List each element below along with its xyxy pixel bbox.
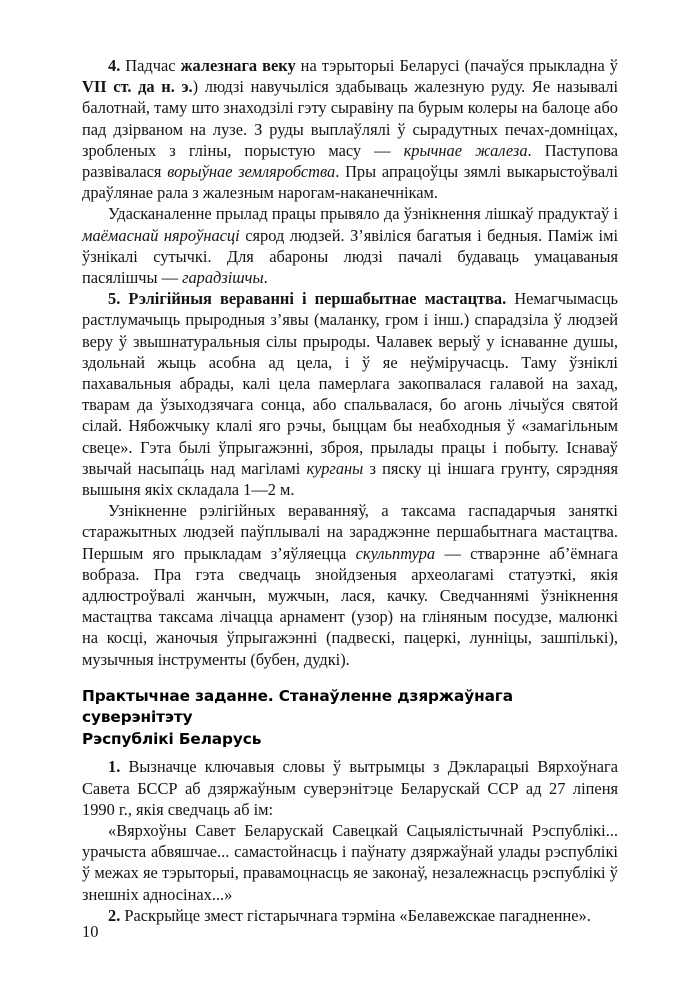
term-bloom-iron: крычнае жалеза [403,140,528,160]
paragraph-section-5: 5. Рэлігійныя вераванні і першабытнае мастацтва. Немагчымасць растлумачыць прыродныя з’явы (маланку, гром і інш.) спарадзіла ў людзей веру ў звышнатуральныя сілы прыроды. Чалавек верыў у існаванне душы, здольнай жыць асобна ад цела, і ў яе неўміручасць. Таму ўзніклі пахавальныя абрады, калі цела памерлага закопвалася галавой на захад, тварам да ўзыходзячага сонца, або спальвалася, бо агонь лічыўся святой сілай. Нябожчыку клалі яго рэчы, быццам бы неабходныя ў «замагільным свеце». Гэта былі ўпрыгажэнні, зброя, прылады працы і побыту. Існаваў звычай насыпа́ць над магіламі курганы з пяску ці іншага грунту, сярэдняя вышыня якіх складала 1—2 м. [82,289,619,500]
paragraph-tools: Удасканаленне прылад працы прывяло да ўзнікнення лішкаў прадуктаў і маёмаснай няроўнасці сярод людзей. З’явіліся багатыя і бедныя. Паміж імі ўзнікалі сутычкі. Для абароны людзі пачалі будаваць умацаваныя пасялішчы — гарадзішчы. [82,204,618,288]
term-vii-century: VII ст. да н. э. [82,77,193,97]
page-body [82,55,618,926]
task-number-1: 1. [108,757,121,777]
practical-task-heading-line-1: Практычнае заданне. Станаўленне дзяржаўнага суверэнітэту [82,686,513,727]
paragraph-art: Узнікненне рэлігійных вераванняў, а таксама гаспадарчыя заняткі старажытных людзей паўплывалі на зараджэнне першабытнага мастацтва. Першым яго прыкладам з’яўляецца скульптура — стварэнне аб’ёмнага вобраза. Пра гэта сведчаць знойдзеныя археолагамі статуэткі, якія адлюстроўвалі жанчын, мужчын, лася, качку. Сведчаннямі ўзнікнення мастацтва таксама лічацца арнамент (узор) на гліняным посудзе, малюнкі на косці, жаночыя ўпрыгажэнні (падвескі, пацеркі, лунніцы, зашпількі), музычныя інструменты (бубен, дудкі). [82,501,618,669]
term-plough-agriculture: ворыўнае земляробства [167,162,336,182]
term-iron-age: жалезнага веку [180,56,296,75]
task-1: 1. Вызначце ключавыя словы ў вытрымцы з Дэкларацыі Вярхоўнага Савета БССР аб дзяржаўным суверэнітэце Беларускай ССР ад 27 ліпеня 1990 г., якія сведчаць аб ім: [82,757,618,819]
term-property-inequality: маёмаснай няроўнасці [82,225,240,245]
task-number-2: 2. [108,905,121,925]
page-number: 10 [82,922,99,941]
term-barrows: курганы [306,458,364,478]
practical-task-heading-line-2: Рэспублікі Беларусь [82,729,262,748]
task-1-quotation: «Вярхоўны Савет Беларускай Савецкай Сацыялістычнай Рэспублікі... урачыста абвяшчае... самастойнасць і паўнату дзяржаўнай улады рэспублікі ў межах яе тэрыторыі, правамоцнасць яе законаў, незалежнасць рэспублікі ў знешніх адносінах...» [82,821,618,904]
term-hillfort: гарадзішчы [182,268,264,288]
practical-task-heading [82,670,618,757]
section-heading-5: 5. Рэлігійныя вераванні і першабытнае мастацтва. [108,289,507,309]
paragraph-section-4: 4. Падчас жалезнага веку на тэрыторыі Беларусі (пачаўся прыкладна ў VII ст. да н. э.) людзі навучыліся здабываць жалезную руду. Яе называлі балотнай, таму што знаходзілі гэту сыравіну па бурым колеры на балоце або пад дзірваном на лузе. З руды выплаўлялі ў сырадутных печах-домніцах, зробленых з гліны, порыстую масу — крычнае жалеза. Паступова развівалася ворыўнае земляробства. Пры апрацоўцы зямлі выкарыстоўвалі драўлянае рала з жалезным нарогам-наканечнікам. [82,56,618,203]
task-2: 2. Раскрыйце змест гістарычнага тэрміна «Белавежскае пагадненне». [108,905,591,925]
section-number-4: 4. [108,56,121,75]
term-sculpture: скульптура [355,543,436,563]
